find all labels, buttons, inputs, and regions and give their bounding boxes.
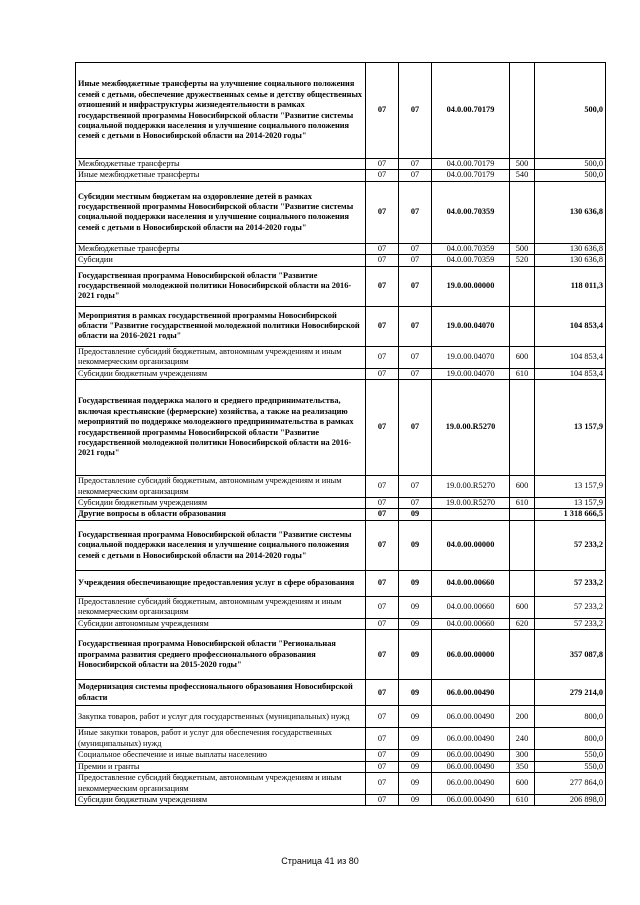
table-row (76, 266, 606, 306)
row-target-code: 04.0.00.70359 (432, 181, 510, 243)
row-amount: 57 233,2 (535, 570, 606, 596)
row-target-code: 06.0.00.00490 (432, 750, 510, 761)
row-name: Социальное обеспечение и иные выплаты населению (76, 750, 366, 761)
row-amount: 104 853,4 (535, 306, 606, 346)
row-section: 07 (366, 63, 399, 159)
row-name: Мероприятия в рамках государственной программы Новосибирской области "Развитие государственной молодежной политики Новосибирской области на 2016-2021 годы" (76, 306, 366, 346)
row-subsection: 07 (399, 476, 432, 498)
row-subsection: 07 (399, 306, 432, 346)
row-subsection: 09 (399, 750, 432, 761)
row-target-code: 04.0.00.70179 (432, 63, 510, 159)
row-name: Государственная программа Новосибирской области "Развитие государственной молодежной политики Новосибирской области на 2016-2021 годы" (76, 266, 366, 306)
row-target-code: 04.0.00.00660 (432, 596, 510, 618)
row-section: 07 (366, 368, 399, 379)
row-expense-type: 240 (510, 728, 535, 750)
row-target-code: 06.0.00.00000 (432, 630, 510, 680)
row-target-code: 19.0.00.R5270 (432, 498, 510, 509)
row-subsection: 09 (399, 795, 432, 806)
row-section: 07 (366, 498, 399, 509)
row-expense-type: 610 (510, 795, 535, 806)
row-amount: 500,0 (535, 170, 606, 181)
row-name: Иные межбюджетные трансферты (76, 170, 366, 181)
row-expense-type (510, 380, 535, 476)
row-section: 07 (366, 728, 399, 750)
row-target-code: 04.0.00.70179 (432, 170, 510, 181)
table-row (76, 159, 606, 170)
table-row (76, 761, 606, 772)
table-row (76, 498, 606, 509)
row-name: Иные межбюджетные трансферты на улучшение социального положения семей с детьми, обеспечение дружественных семье и детству общественных отношений и инфраструктуры жизнедеятельности в рамках государственной программы Новосибирской области "Развитие системы социальной поддержки населения и улучшение социального положения семей с детьми в Новосибирской области на 2014-2020 годы" (76, 63, 366, 159)
row-name: Учреждения обеспечивающие предоставления услуг в сфере образования (76, 570, 366, 596)
row-name: Предоставление субсидий бюджетным, автономным учреждениям и иным некоммерческим организациям (76, 346, 366, 368)
row-amount: 550,0 (535, 761, 606, 772)
table-row (76, 680, 606, 706)
row-name: Межбюджетные трансферты (76, 159, 366, 170)
row-amount: 130 636,8 (535, 243, 606, 254)
table-row (76, 509, 606, 520)
row-amount: 206 898,0 (535, 795, 606, 806)
row-amount: 279 214,0 (535, 680, 606, 706)
row-subsection: 09 (399, 618, 432, 629)
row-name: Межбюджетные трансферты (76, 243, 366, 254)
row-section: 07 (366, 630, 399, 680)
row-section: 07 (366, 255, 399, 266)
row-section: 07 (366, 509, 399, 520)
row-expense-type (510, 266, 535, 306)
row-amount: 800,0 (535, 706, 606, 728)
row-target-code: 06.0.00.00490 (432, 680, 510, 706)
row-amount: 13 157,9 (535, 476, 606, 498)
row-expense-type: 540 (510, 170, 535, 181)
table-row (76, 476, 606, 498)
row-name: Иные закупки товаров, работ и услуг для обеспечения государственных (муниципальных) нужд (76, 728, 366, 750)
row-target-code: 06.0.00.00490 (432, 795, 510, 806)
row-expense-type: 300 (510, 750, 535, 761)
row-target-code (432, 509, 510, 520)
row-expense-type: 350 (510, 761, 535, 772)
table-row (76, 795, 606, 806)
row-section: 07 (366, 706, 399, 728)
row-subsection: 07 (399, 170, 432, 181)
row-name: Государственная программа Новосибирской области "Региональная программа развития среднего профессионального образования Новосибирской области на 2015-2020 годы" (76, 630, 366, 680)
row-section: 07 (366, 306, 399, 346)
row-expense-type: 610 (510, 498, 535, 509)
row-section: 07 (366, 596, 399, 618)
row-subsection: 09 (399, 761, 432, 772)
row-subsection: 07 (399, 243, 432, 254)
row-target-code: 19.0.00.R5270 (432, 380, 510, 476)
row-amount: 57 233,2 (535, 520, 606, 570)
table-row (76, 306, 606, 346)
row-target-code: 06.0.00.00490 (432, 728, 510, 750)
row-amount: 500,0 (535, 63, 606, 159)
row-name: Государственная программа Новосибирской области "Развитие системы социальной поддержки населения и улучшение социального положения семей с детьми в Новосибирской области на 2014-2020 годы" (76, 520, 366, 570)
table-row (76, 346, 606, 368)
row-section: 07 (366, 795, 399, 806)
row-amount: 13 157,9 (535, 380, 606, 476)
table-row (76, 520, 606, 570)
row-section: 07 (366, 346, 399, 368)
row-expense-type: 500 (510, 159, 535, 170)
row-target-code: 19.0.00.04070 (432, 368, 510, 379)
row-expense-type: 600 (510, 773, 535, 795)
row-target-code: 04.0.00.00660 (432, 618, 510, 629)
row-name: Закупка товаров, работ и услуг для государственных (муниципальных) нужд (76, 706, 366, 728)
row-subsection: 07 (399, 266, 432, 306)
table-row (76, 773, 606, 795)
row-subsection: 09 (399, 630, 432, 680)
row-target-code: 19.0.00.00000 (432, 266, 510, 306)
row-target-code: 06.0.00.00490 (432, 761, 510, 772)
row-subsection: 07 (399, 498, 432, 509)
row-section: 07 (366, 266, 399, 306)
table-row (76, 170, 606, 181)
row-section: 07 (366, 761, 399, 772)
row-section: 07 (366, 170, 399, 181)
row-amount: 118 011,3 (535, 266, 606, 306)
table-row (76, 596, 606, 618)
row-subsection: 09 (399, 570, 432, 596)
row-section: 07 (366, 520, 399, 570)
row-amount: 357 087,8 (535, 630, 606, 680)
row-name: Субсидии (76, 255, 366, 266)
row-section: 07 (366, 750, 399, 761)
row-target-code: 06.0.00.00490 (432, 773, 510, 795)
table-row (76, 243, 606, 254)
row-name: Субсидии автономным учреждениям (76, 618, 366, 629)
row-subsection: 09 (399, 596, 432, 618)
row-amount: 104 853,4 (535, 346, 606, 368)
table-row (76, 63, 606, 159)
row-subsection: 07 (399, 63, 432, 159)
row-target-code: 04.0.00.00660 (432, 570, 510, 596)
row-subsection: 07 (399, 346, 432, 368)
row-name: Предоставление субсидий бюджетным, автономным учреждениям и иным некоммерческим организациям (76, 773, 366, 795)
table-row (76, 728, 606, 750)
table-row (76, 570, 606, 596)
row-target-code: 04.0.00.70359 (432, 243, 510, 254)
row-subsection: 07 (399, 368, 432, 379)
row-subsection: 09 (399, 728, 432, 750)
row-section: 07 (366, 773, 399, 795)
row-subsection: 07 (399, 159, 432, 170)
table-row (76, 181, 606, 243)
row-name: Субсидии бюджетным учреждениям (76, 368, 366, 379)
row-subsection: 09 (399, 520, 432, 570)
row-section: 07 (366, 380, 399, 476)
table-row (76, 380, 606, 476)
row-expense-type: 620 (510, 618, 535, 629)
row-amount: 104 853,4 (535, 368, 606, 379)
row-subsection: 07 (399, 380, 432, 476)
row-amount: 550,0 (535, 750, 606, 761)
table-row (76, 618, 606, 629)
table-row (76, 750, 606, 761)
row-name: Другие вопросы в области образования (76, 509, 366, 520)
row-subsection: 09 (399, 706, 432, 728)
row-amount: 130 636,8 (535, 255, 606, 266)
table-row (76, 630, 606, 680)
row-section: 07 (366, 570, 399, 596)
row-amount: 57 233,2 (535, 596, 606, 618)
row-name: Модернизация системы профессионального образования Новосибирской области (76, 680, 366, 706)
row-target-code: 04.0.00.70359 (432, 255, 510, 266)
row-section: 07 (366, 618, 399, 629)
row-subsection: 07 (399, 255, 432, 266)
row-amount: 1 318 666,5 (535, 509, 606, 520)
row-target-code: 19.0.00.R5270 (432, 476, 510, 498)
row-expense-type (510, 520, 535, 570)
row-expense-type (510, 509, 535, 520)
row-section: 07 (366, 680, 399, 706)
row-expense-type (510, 570, 535, 596)
row-expense-type: 200 (510, 706, 535, 728)
row-expense-type: 520 (510, 255, 535, 266)
row-name: Субсидии местным бюджетам на оздоровление детей в рамках государственной программы Новосибирской области "Развитие системы социальной поддержки населения и улучшение социального положения семей с детьми в Новосибирской области на 2014-2020 годы" (76, 181, 366, 243)
row-target-code: 04.0.00.70179 (432, 159, 510, 170)
table-row (76, 255, 606, 266)
row-amount: 130 636,8 (535, 181, 606, 243)
page-number: Страница 41 из 80 (281, 856, 359, 866)
row-target-code: 19.0.00.04070 (432, 306, 510, 346)
budget-table-container (75, 62, 605, 806)
budget-table (75, 62, 606, 806)
row-amount: 277 864,0 (535, 773, 606, 795)
row-name: Субсидии бюджетным учреждениям (76, 498, 366, 509)
row-target-code: 06.0.00.00490 (432, 706, 510, 728)
row-section: 07 (366, 181, 399, 243)
row-amount: 57 233,2 (535, 618, 606, 629)
row-subsection: 07 (399, 181, 432, 243)
row-section: 07 (366, 476, 399, 498)
row-amount: 500,0 (535, 159, 606, 170)
row-name: Субсидии бюджетным учреждениям (76, 795, 366, 806)
row-section: 07 (366, 243, 399, 254)
row-name: Предоставление субсидий бюджетным, автономным учреждениям и иным некоммерческим организациям (76, 476, 366, 498)
row-section: 07 (366, 159, 399, 170)
row-expense-type: 500 (510, 243, 535, 254)
row-name: Предоставление субсидий бюджетным, автономным учреждениям и иным некоммерческим организациям (76, 596, 366, 618)
row-expense-type: 600 (510, 476, 535, 498)
row-subsection: 09 (399, 773, 432, 795)
row-target-code: 19.0.00.04070 (432, 346, 510, 368)
table-row (76, 706, 606, 728)
row-subsection: 09 (399, 680, 432, 706)
table-row (76, 368, 606, 379)
row-expense-type (510, 63, 535, 159)
row-expense-type: 600 (510, 346, 535, 368)
row-subsection: 09 (399, 509, 432, 520)
row-target-code: 04.0.00.00000 (432, 520, 510, 570)
row-expense-type (510, 630, 535, 680)
budget-table-body (76, 63, 606, 806)
row-expense-type (510, 181, 535, 243)
row-expense-type: 600 (510, 596, 535, 618)
row-expense-type (510, 680, 535, 706)
row-name: Премии и гранты (76, 761, 366, 772)
row-amount: 13 157,9 (535, 498, 606, 509)
row-name: Государственная поддержка малого и среднего предпринимательства, включая крестьянские (фермерские) хозяйства, а также на реализацию мероприятий по поддержке молодежного предпринимательства в рамках государственной программы Новосибирской области "Развитие государственной молодежной политики Новосибирской области на 2016-2021 годы" (76, 380, 366, 476)
row-expense-type: 610 (510, 368, 535, 379)
row-expense-type (510, 306, 535, 346)
row-amount: 800,0 (535, 728, 606, 750)
